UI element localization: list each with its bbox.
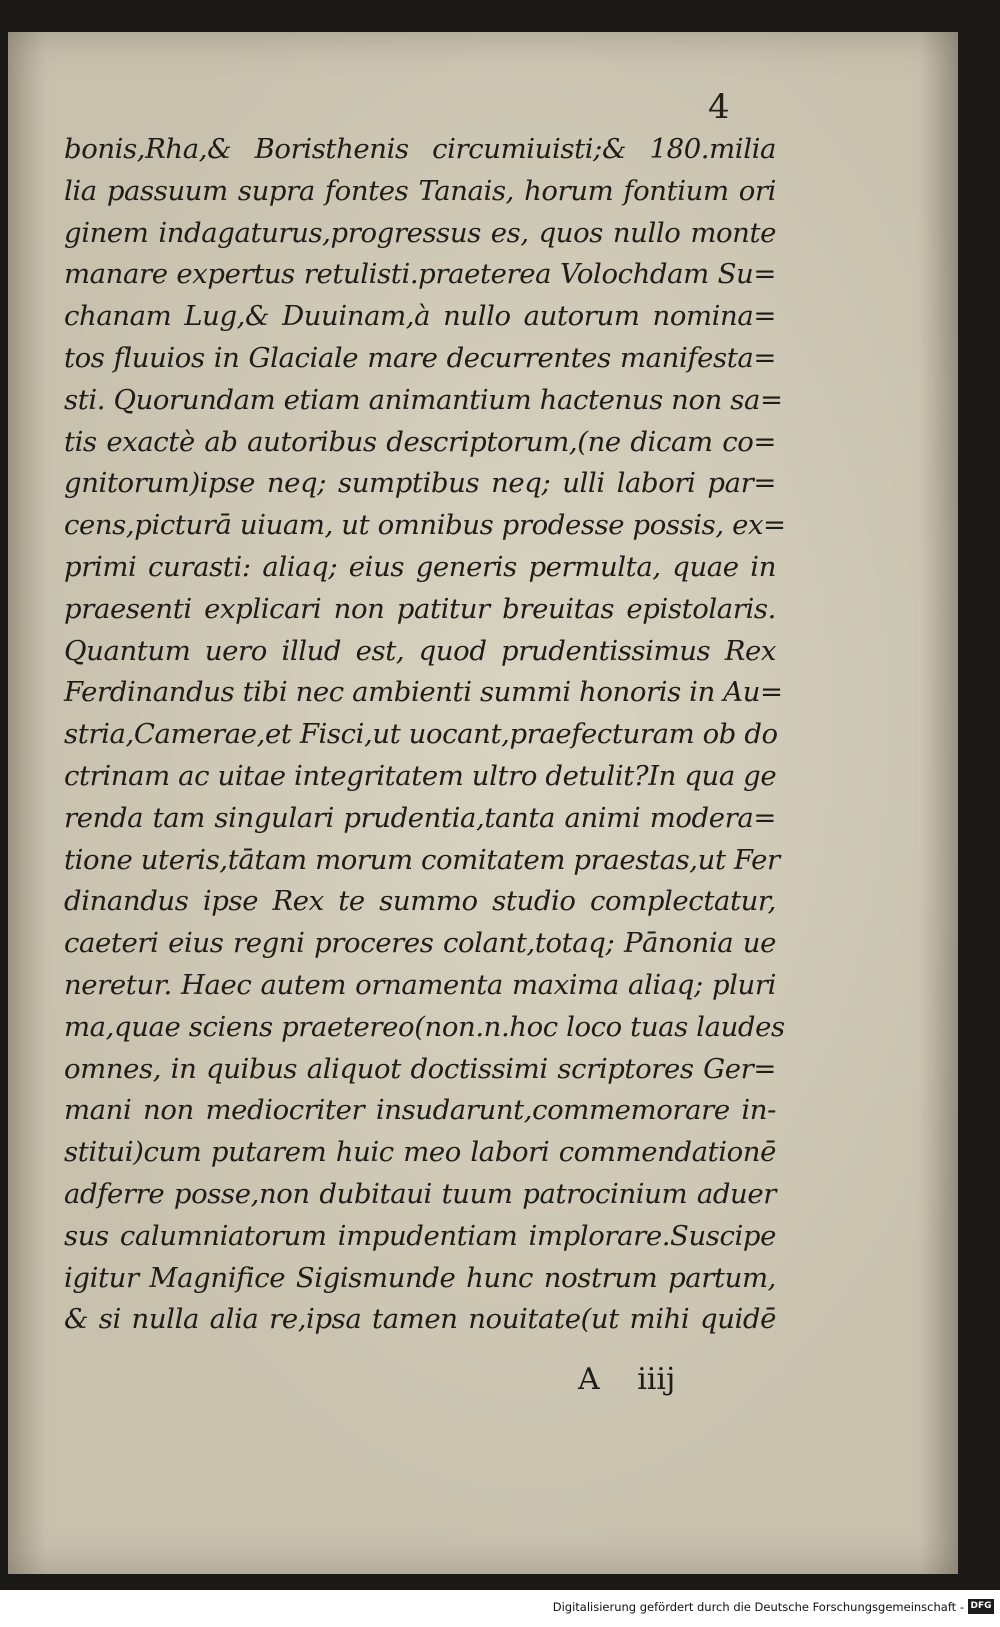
text-line: lia passuum supra fontes Tanais, horum fontium ori — [64, 174, 776, 207]
text-line: sus calumniatorum impudentiam implorare.Suscipe — [64, 1219, 776, 1252]
footer-bar — [0, 1590, 1000, 1627]
text-line: tos fluuios in Glaciale mare decurrentes manifesta= — [64, 341, 776, 374]
text-line: ginem indagaturus,progressus es, quos nullo monte — [64, 216, 776, 249]
text-line: dinandus ipse Rex te summo studio complectatur, — [64, 885, 776, 918]
body-text — [64, 129, 786, 1341]
text-line: Ferdinandus tibi nec ambienti summi honoris in Au= — [64, 676, 783, 709]
text-line: adferre posse,non dubitaui tuum patrocinium aduer — [64, 1177, 776, 1210]
dfg-logo: DFG — [968, 1599, 994, 1614]
text-line: mani non mediocriter insudarunt,commemorare in- — [64, 1094, 776, 1127]
text-line: bonis,Rha,& Boristhenis circumiuisti;& 180.milia — [64, 133, 776, 165]
text-line: & si nulla alia re,ipsa tamen nouitate(ut mihi quidē — [64, 1303, 776, 1336]
book-page — [8, 32, 958, 1574]
text-line: primi curasti: aliaq; eius generis permulta, quae in — [64, 550, 776, 583]
text-line: stitui)cum putarem huic meo labori commendationē — [64, 1136, 776, 1169]
text-line: Quantum uero illud est, quod prudentissimus Rex — [64, 634, 776, 667]
text-line: neretur. Haec autem ornamenta maxima aliaq; pluri — [64, 968, 776, 1001]
text-line: ma,quae sciens praetereo(non.n.hoc loco tuas laudes — [64, 1010, 785, 1043]
text-line: tione uteris,tātam morum comitatem praestas,ut Fer — [64, 843, 780, 876]
text-line: caeteri eius regni proceres colant,totaq; Pānonia ue — [64, 927, 776, 960]
text-line: omnes, in quibus aliquot doctissimi scriptores Ger= — [64, 1052, 776, 1085]
text-line: igitur Magnifice Sigismunde hunc nostrum partum, — [64, 1261, 776, 1294]
text-line: sti. Quorundam etiam animantium hactenus non sa= — [64, 383, 783, 416]
text-line: chanam Lug,& Duuinam,à nullo autorum nomina= — [64, 300, 776, 333]
text-line: ctrinam ac uitae integritatem ultro detulit?In qua ge — [64, 759, 777, 792]
text-line: stria,Camerae,et Fisci,ut uocant,praefecturam ob do — [64, 718, 778, 751]
text-line: praesenti explicari non patitur breuitas epistolaris. — [64, 592, 776, 625]
text-line: cens,picturā uiuam, ut omnibus prodesse possis, ex= — [64, 509, 786, 542]
text-line: manare expertus retulisti.praeterea Volochdam Su= — [64, 258, 776, 291]
text-line: tis exactè ab autoribus descriptorum,(ne dicam co= — [64, 425, 776, 458]
text-line: gnitorum)ipse neq; sumptibus neq; ulli labori par= — [64, 467, 776, 500]
text-line: renda tam singulari prudentia,tanta animi modera= — [64, 801, 776, 834]
funding-credit: Digitalisierung gefördert durch die Deutsche Forschungsgemeinschaft - — [552, 1600, 964, 1614]
page-number: 4 — [708, 87, 730, 127]
signature-mark: A iiij — [578, 1362, 676, 1397]
